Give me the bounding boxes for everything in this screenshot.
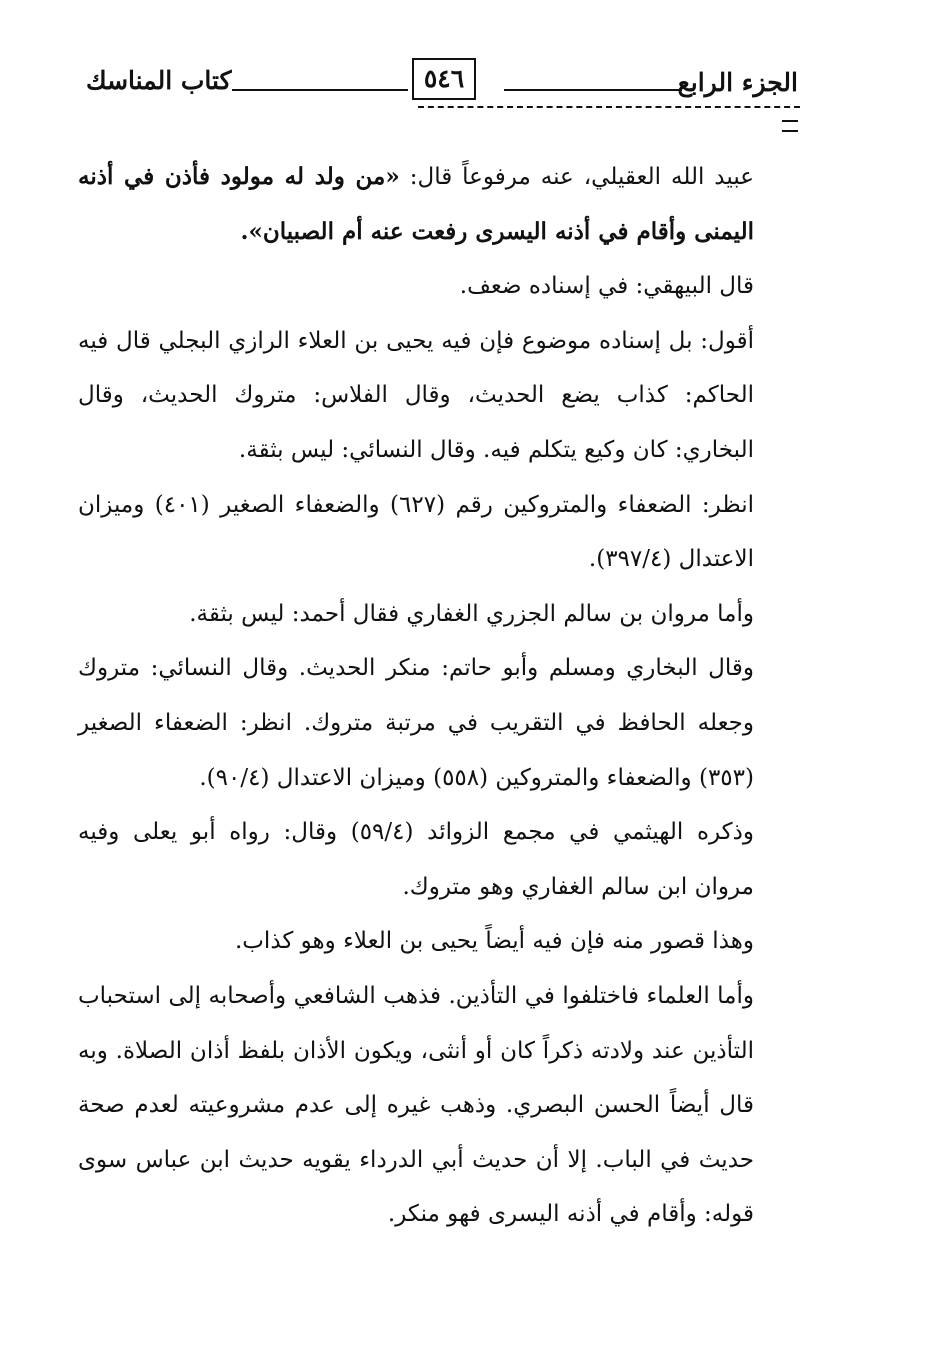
- paragraph-haythami: وذكره الهيثمي في مجمع الزوائد (٥٩/٤) وقال: رواه أبو يعلى وفيه مروان ابن سالم الغفاري وهو متروك.: [78, 819, 754, 900]
- paragraph-references-2: وقال البخاري ومسلم وأبو حاتم: منكر الحديث. وقال النسائي: متروك وجعله الحافظ في التقريب في مرتبة متروك. انظر: الضعفاء الصغير (٣٥٣) والضعفاء والمتروكين (٥٥٨) وميزان الاعتدال (٩٠/٤).: [78, 655, 754, 791]
- volume-label: الجزء الرابع: [677, 68, 798, 97]
- hadith-quote: «من ولد له مولود فأذن في أذنه اليمنى وأقام في أذنه اليسرى رفعت عنه أم الصبيان».: [78, 163, 754, 245]
- paragraph-hadith: [78, 150, 754, 259]
- page-number: ٥٤٦: [412, 58, 476, 100]
- header-rule-left: [232, 89, 408, 91]
- page-header: [80, 58, 800, 138]
- paragraph-marwan: وأما مروان بن سالم الجزري الغفاري فقال أحمد: ليس بثقة.: [189, 600, 754, 627]
- hadith-intro: عبيد الله العقيلي، عنه مرفوعاً قال:: [399, 164, 754, 190]
- paragraph-scholars: وأما العلماء فاختلفوا في التأذين. فذهب الشافعي وأصحابه إلى استحباب التأذين عند ولادته ذكراً كان أو أنثى، ويكون الأذان بلفظ أذان الصلاة. وبه قال أيضاً الحسن البصري. وذهب غيره إلى عدم مشروعيته لعدم صحة حديث في الباب. إلا أن حديث أبي الدرداء يقويه حديث ابن عباس سوى قوله: وأقام في أذنه اليسرى فهو منكر.: [78, 982, 754, 1228]
- book-title: كتاب المناسك: [86, 66, 232, 95]
- paragraph-references-1: انظر: الضعفاء والمتروكين رقم (٦٢٧) والضعفاء الصغير (٤٠١) وميزان الاعتدال (٣٩٧/٤).: [78, 491, 755, 573]
- paragraph-isnad-critique: أقول: بل إسناده موضوع فإن فيه يحيى بن العلاء الرازي البجلي قال فيه الحاكم: كذاب يضع الحديث، وقال الفلاس: متروك الحديث، وقال البخاري: كان وكيع يتكلم فيه. وقال النسائي: ليس بثقة.: [78, 327, 754, 463]
- paragraph-bayhaqi: قال البيهقي: في إسناده ضعف.: [459, 273, 754, 300]
- header-rule-right: [504, 89, 682, 91]
- page-body: [78, 150, 754, 1242]
- paragraph-shortcoming: وهذا قصور منه فإن فيه أيضاً يحيى بن العلاء وهو كذاب.: [234, 928, 754, 955]
- header-double-rule: [782, 120, 798, 132]
- header-dashed-rule: [418, 106, 800, 108]
